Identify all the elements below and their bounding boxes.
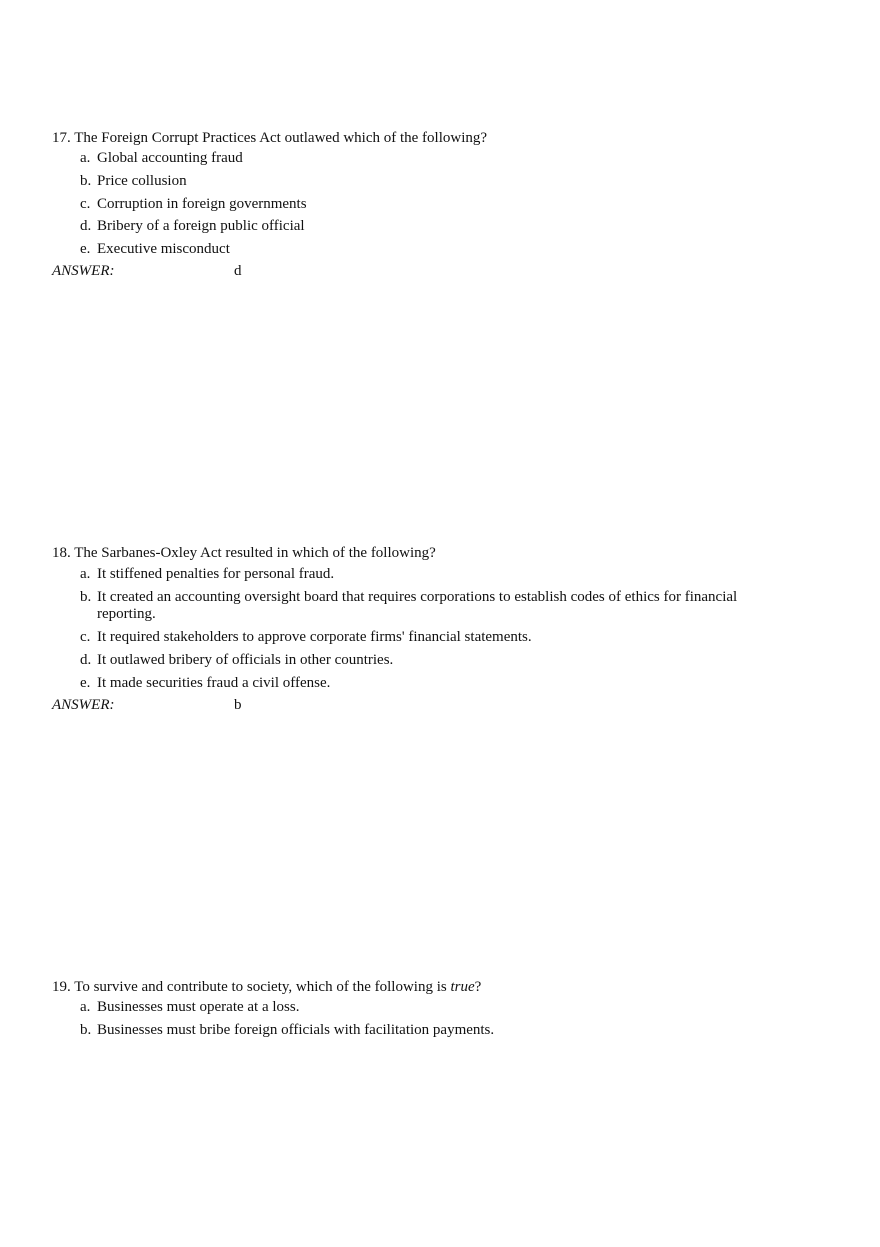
question-text [52,978,481,996]
question-text [52,544,436,562]
option-letter: c. [80,196,91,212]
question-text [52,129,487,147]
option-letter: b. [80,173,92,189]
option-letter: a. [80,566,91,582]
answer-label: ANSWER: [52,263,115,279]
option-letter: b. [80,589,92,605]
option-text: Global accounting fraud [97,150,243,166]
option-e [80,674,330,692]
option-letter: e. [80,241,91,257]
option-text: Executive misconduct [97,241,230,257]
option-text: It stiffened penalties for personal fraud. [97,566,335,582]
option-letter: e. [80,675,91,691]
option-b [80,172,187,190]
option-text: It made securities fraud a civil offense. [97,675,331,691]
question-number: 18. [52,545,71,561]
option-a [80,149,243,167]
option-letter: d. [80,218,92,234]
question-stem-end: ? [474,979,482,995]
option-text: Price collusion [97,173,187,189]
question-stem: To survive and contribute to society, which of the following is [74,979,451,995]
option-letter: a. [80,999,91,1015]
option-text: Bribery of a foreign public official [97,218,305,234]
option-text: It outlawed bribery of officials in other countries. [97,652,394,668]
question-emphasis: true [450,979,475,995]
option-b [80,1021,494,1039]
option-letter: d. [80,652,92,668]
option-b [80,588,737,606]
option-a [80,998,299,1016]
question-number: 17. [52,130,71,146]
option-a [80,565,334,583]
option-d [80,651,393,669]
answer-value: d [234,263,242,279]
question-number: 19. [52,979,71,995]
option-b-continued: reporting. [97,606,156,622]
question-stem: The Sarbanes-Oxley Act resulted in which of the following? [74,545,436,561]
option-letter: c. [80,629,91,645]
option-letter: b. [80,1022,92,1038]
option-text: Businesses must bribe foreign officials with facilitation payments. [97,1022,495,1038]
option-c [80,628,532,646]
option-e [80,240,230,258]
option-text: Businesses must operate at a loss. [97,999,300,1015]
answer-label: ANSWER: [52,697,115,713]
answer-value: b [234,697,242,713]
option-c [80,195,307,213]
question-stem: The Foreign Corrupt Practices Act outlawed which of the following? [74,130,488,146]
option-d [80,217,305,235]
option-text: It required stakeholders to approve corporate firms' financial statements. [97,629,532,645]
option-text: It created an accounting oversight board that requires corporations to establish codes of ethics for financial [97,589,738,605]
option-letter: a. [80,150,91,166]
option-text: Corruption in foreign governments [97,196,307,212]
